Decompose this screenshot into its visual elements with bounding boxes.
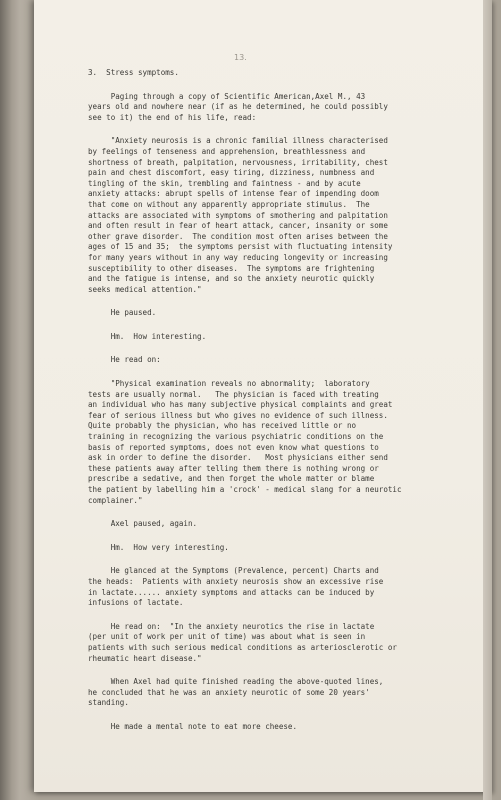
paragraph-charts: He glanced at the Symptoms (Prevalence, percent) Charts and the heads: Patients with anxiety neurosis show an excessive rise in lactate...... anxiety symptoms and attacks can be induced by infusions of lactate. bbox=[88, 566, 384, 608]
paragraph-read-on: He read on: bbox=[88, 355, 161, 365]
page-stack-edge bbox=[483, 0, 492, 800]
typewritten-page bbox=[34, 0, 492, 792]
paragraph-intro: Paging through a copy of Scientific American,Axel M., 43 years old and nowhere near (if as he determined, he could possibly see to it) the end of his life, read: bbox=[88, 91, 388, 122]
paragraph-conclusion: When Axel had quite finished reading the above-quoted lines, he concluded that he was an anxiety neurotic of some 20 years' standing. bbox=[88, 677, 384, 708]
paragraph-interesting: Hm. How interesting. bbox=[88, 331, 207, 341]
paragraph-cheese: He made a mental note to eat more cheese. bbox=[88, 721, 298, 731]
quote-anxiety-neurosis: "Anxiety neurosis is a chronic familial illness characterised by feelings of tenseness and apprehension, breathlessness and shortness of breath, palpitation, nervousness, irritability, chest pain and chest discomfort, easy tiring, dizziness, numbness and tingling of the skin, trembling and faintness - and by acute anxiety attacks: abrupt spells of intense fear of impending doom that come on without any apparently appropriate stimulus. The attacks are associated with symptoms of smothering and palpitation and often result in fear of heart attack, cancer, insanity or some other grave disorder. The condition most often arises between the ages of 15 and 35; the symptoms persist with fluctuating intensity for many years without in any way reducing longevity or increasing susceptibility to other diseases. The symptoms are frightening and the fatigue is intense, and so the anxiety neurotic quickly seeks medical attention." bbox=[88, 136, 393, 294]
paragraph-lactate-quote: He read on: "In the anxiety neurotics the rise in lactate (per unit of work per unit of time) was about what is seen in patients with such serious medical conditions as arteriosclerotic or rheumatic heart disease." bbox=[88, 621, 397, 663]
paragraph-paused-again: Axel paused, again. bbox=[88, 519, 198, 529]
page-number: 13. bbox=[234, 53, 247, 62]
section-heading: 3. Stress symptoms. bbox=[88, 68, 179, 77]
paragraph-very-interesting: Hm. How very interesting. bbox=[88, 542, 229, 552]
quote-physical-examination: "Physical examination reveals no abnormality; laboratory tests are usually normal. The physician is faced with treating an individual who has many subjective physical complaints and great fear of serious illness but who gives no evidence of such illness. Quite probably the physician, who has received little or no training in recognizing the various psychiatric conditions on the basis of reported symptoms, does not even know what questions to ask in order to define the disorder. Most physicians either send these patients away after telling them there is nothing wrong or prescribe a sedative, and then forget the whole matter or blame the patient by labelling him a 'crock' - medical slang for a neurotic complainer." bbox=[88, 379, 402, 505]
page-body bbox=[88, 68, 483, 733]
paragraph-paused: He paused. bbox=[88, 308, 157, 318]
